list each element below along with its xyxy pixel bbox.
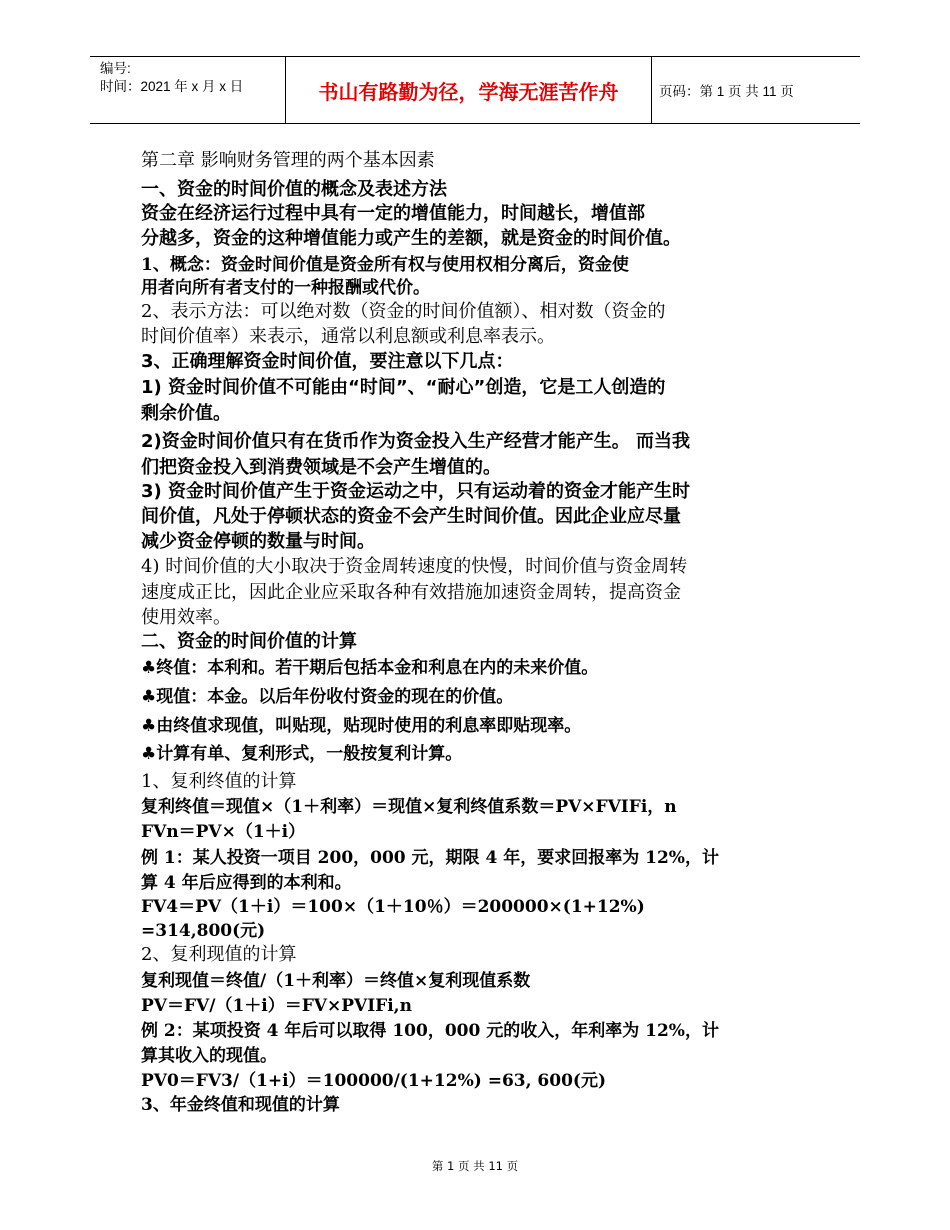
formula-line: 复利终值＝现值×（1＋利率）＝现值×复利终值系数＝PV×FVIFi，n <box>141 797 677 817</box>
document-number-label: 编号: <box>100 61 131 76</box>
formula-line: FV4＝PV（1＋i）＝100×（1＋10％）＝200000×(1+12%) <box>141 897 645 917</box>
paragraph-line: 资金在经济运行过程中具有一定的增值能力，时间越长，增值部 <box>141 203 645 224</box>
bullet-item: ♣现值：本金。以后年份收付资金的现在的价值。 <box>141 687 514 707</box>
list-item: 4) 时间价值的大小取决于资金周转速度的快慢，时间价值与资金周转 <box>141 556 688 577</box>
list-item: 1) 资金时间价值不可能由“时间”、“耐心”创造，它是工人创造的 <box>141 377 666 398</box>
list-item: 们把资金投入到消费领域是不会产生增值的。 <box>141 457 501 478</box>
formula-line: 复利现值＝终值/（1＋利率）＝终值×复利现值系数 <box>141 971 531 991</box>
document-date: 时间：2021 年 x 月 x 日 <box>100 79 244 94</box>
list-item: 2)资金时间价值只有在货币作为资金投入生产经营才能产生。 而当我 <box>141 431 691 452</box>
list-item: 速度成正比，因此企业应采取各种有效措施加速资金周转，提高资金 <box>141 582 681 603</box>
paragraph-line: 时间价值率）来表示，通常以利息额或利息率表示。 <box>141 326 555 347</box>
list-item: 使用效率。 <box>141 607 231 628</box>
example-line: 算 4 年后应得到的本利和。 <box>141 873 352 893</box>
header-info <box>90 57 285 123</box>
bullet-item: ♣终值：本利和。若干期后包括本金和利息在内的未来价值。 <box>141 658 599 678</box>
list-item: 3) 资金时间价值产生于资金运动之中，只有运动着的资金才能产生时 <box>141 481 691 502</box>
bullet-item: ♣由终值求现值，叫贴现，贴现时使用的利息率即贴现率。 <box>141 716 582 736</box>
list-item: 间价值，凡处于停顿状态的资金不会产生时间价值。因此企业应尽量 <box>141 506 681 527</box>
page-header <box>90 56 860 124</box>
formula-line: FVn＝PV×（1＋i） <box>141 822 306 842</box>
paragraph-line: 1、概念：资金时间价值是资金所有权与使用权相分离后，资金使 <box>141 255 629 275</box>
paragraph-line: 用者向所有者支付的一种报酬或代价。 <box>141 278 430 298</box>
subsection-heading: 1、复利终值的计算 <box>141 771 297 792</box>
formula-line: PV＝FV/（1＋i）＝FV×PVIFi,n <box>141 996 412 1016</box>
section-heading: 二、资金的时间价值的计算 <box>141 631 357 652</box>
subsection-heading: 2、复利现值的计算 <box>141 944 297 965</box>
example-line: 例 1：某人投资一项目 200，000 元，期限 4 年，要求回报率为 12%，计 <box>141 848 719 868</box>
paragraph-line: 2、表示方法：可以绝对数（资金的时间价值额）、相对数（资金的 <box>141 301 666 322</box>
formula-line: =314,800(元) <box>141 921 266 941</box>
bullet-item: ♣计算有单、复利形式，一般按复利计算。 <box>141 744 463 764</box>
paragraph-line: 分越多，资金的这种增值能力或产生的差额，就是资金的时间价值。 <box>141 228 681 249</box>
list-item: 减少资金停顿的数量与时间。 <box>141 531 375 552</box>
formula-line: PV0＝FV3/（1+i）＝100000/(1+12%) =63, 600(元) <box>141 1071 607 1091</box>
page-footer: 第 1 页 共 11 页 <box>431 1159 519 1173</box>
header-motto: 书山有路勤为径，学海无涯苦作舟 <box>285 57 652 123</box>
subsection-heading: 3、年金终值和现值的计算 <box>141 1095 340 1115</box>
chapter-title: 第二章 影响财务管理的两个基本因素 <box>141 150 435 171</box>
header-page-number: 页码：第 1 页 共 11 页 <box>659 84 794 99</box>
example-line: 算其收入的现值。 <box>141 1046 277 1066</box>
list-heading: 3、正确理解资金时间价值，要注意以下几点： <box>141 351 514 372</box>
list-item: 剩余价值。 <box>141 403 231 424</box>
section-heading: 一、资金的时间价值的概念及表述方法 <box>141 179 447 200</box>
example-line: 例 2：某项投资 4 年后可以取得 100，000 元的收入，年利率为 12%，计 <box>141 1021 719 1041</box>
